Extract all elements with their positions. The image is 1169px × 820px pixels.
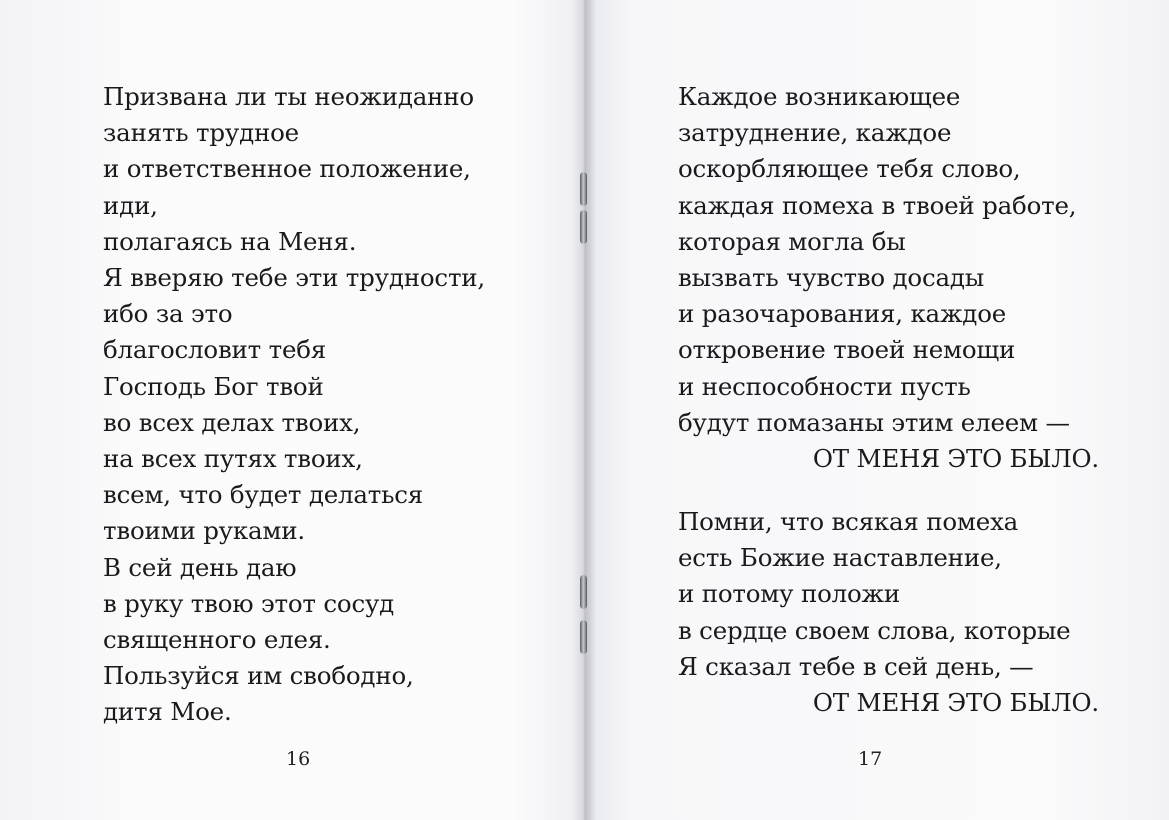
staple-icon [580, 172, 587, 206]
right-page-stanza-2 [678, 504, 1099, 721]
verse-line: Я сказал тебе в сей день, — [678, 651, 1034, 681]
page-number-right: 17 [858, 748, 883, 770]
verse-line: и ответственное положение, [103, 154, 471, 184]
verse-line: которая могла бы [678, 226, 906, 256]
verse-line: полагаясь на Меня. [103, 226, 357, 256]
verse-line: затруднение, каждое [678, 118, 952, 148]
verse-line: священного елея. [103, 625, 331, 655]
staple-icon [580, 620, 587, 654]
refrain-line: ОТ МЕНЯ ЭТО БЫЛО. [812, 444, 1099, 474]
book-gutter [572, 0, 596, 820]
verse-line: на всех путях твоих, [103, 444, 363, 474]
verse-line: будут помазаны этим елеем — [678, 407, 1070, 437]
verse-line: Господь Бог твой [103, 371, 324, 401]
verse-line: откровение твоей немощи [678, 335, 1016, 365]
verse-line: в руку твою этот сосуд [103, 588, 395, 618]
verse-line: оскорбляющее тебя слово, [678, 154, 1021, 184]
verse-line: Я вверяю тебе эти трудности, [103, 263, 486, 293]
verse-line: дитя Мое. [103, 697, 232, 727]
staple-icon [580, 210, 587, 244]
verse-line: Помни, что всякая помеха [678, 507, 1019, 536]
refrain-line: ОТ МЕНЯ ЭТО БЫЛО. [812, 688, 1099, 718]
verse-line: и разочарования, каждое [678, 299, 1007, 329]
verse-line: Пользуйся им свободно, [103, 661, 414, 691]
staple-icon [580, 575, 587, 609]
verse-line: Призвана ли ты неожиданно [103, 82, 474, 111]
page-number-left: 16 [286, 748, 311, 770]
verse-line: вызвать чувство досады [678, 263, 985, 293]
left-page [0, 0, 584, 820]
verse-line: во всех делах твоих, [103, 407, 361, 437]
verse-line: и потому положи [678, 579, 901, 609]
left-page-verse [103, 79, 523, 731]
verse-line: и неспособности пусть [678, 371, 971, 401]
verse-line: всем, что будет делаться [103, 480, 424, 510]
verse-line: Каждое возникающее [678, 82, 961, 111]
right-page-stanza-1 [678, 79, 1099, 477]
verse-line: В сей день даю [103, 552, 297, 582]
verse-line: иди, [103, 190, 158, 220]
verse-line: ибо за это [103, 299, 233, 329]
verse-line: занять трудное [103, 118, 299, 148]
verse-line: твоими руками. [103, 516, 305, 546]
verse-line: каждая помеха в твоей работе, [678, 190, 1077, 220]
verse-line: благословит тебя [103, 335, 327, 365]
verse-line: есть Божие наставление, [678, 543, 1002, 573]
verse-line: в сердце своем слова, которые [678, 615, 1071, 645]
